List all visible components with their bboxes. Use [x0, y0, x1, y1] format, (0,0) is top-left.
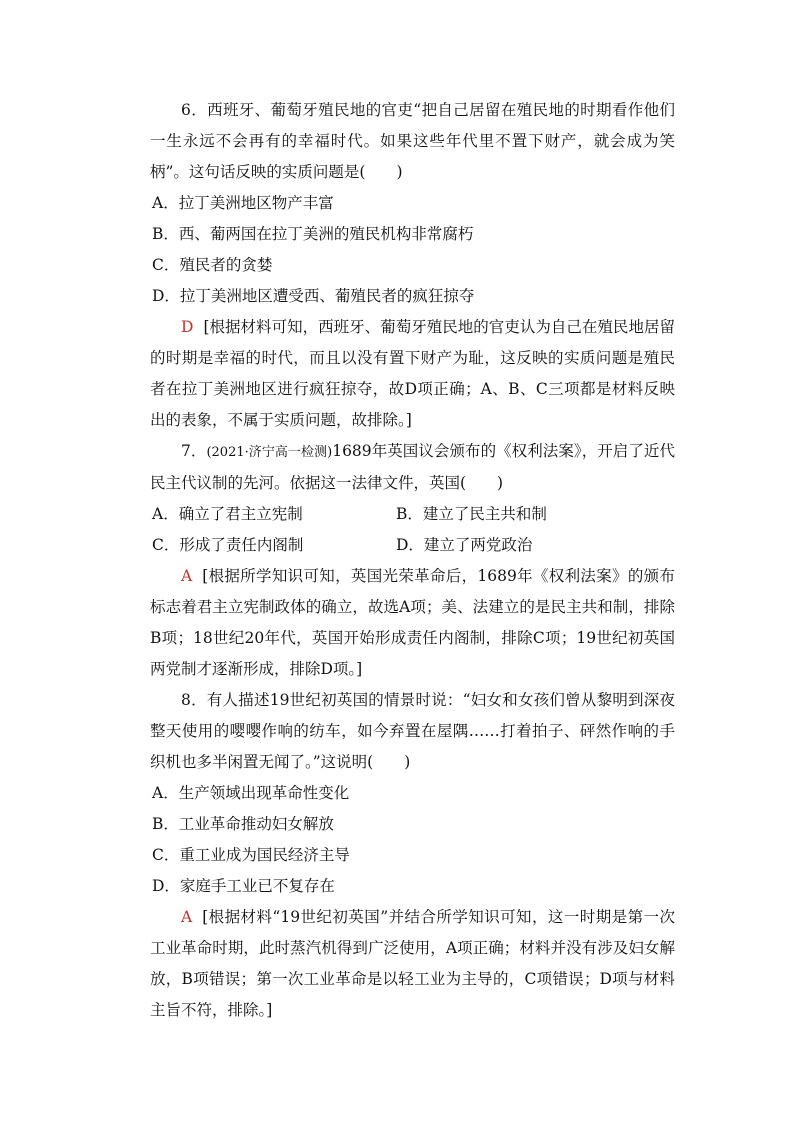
question-6-option-a: A．拉丁美洲地区物产丰富 — [152, 194, 334, 212]
question-8-answer — [150, 902, 675, 1026]
question-8-option-b: B．工业革命推动妇女解放 — [152, 815, 334, 833]
question-8-answer-letter: A — [181, 908, 193, 926]
question-6-stem: 6．西班牙、葡萄牙殖民地的官吏“把自己居留在殖民地的时期看作他们一生永远不会再有的幸福时代。如果这些年代里不置下财产，就会成为笑柄”。这句话反映的实质问题是( ) — [150, 101, 675, 181]
question-7-answer-letter: A — [181, 567, 193, 585]
question-7-stem — [150, 436, 675, 499]
question-8 — [150, 685, 675, 1026]
question-7-number: 7． — [181, 442, 207, 460]
question-8-explanation: [根据材料“19世纪初英国”并结合所学知识可知，这一时期是第一次工业革命时期，此时蒸汽机得到广泛使用，A项正确；材料并没有涉及妇女解放，B项错误；第一次工业革命是以轻工业为主导的，C项错误；D项与材料主旨不符，排除。] — [150, 908, 675, 1019]
question-7-explanation: [根据所学知识可知，英国光荣革命后，1689年《权利法案》的颁布标志着君主立宪制政体的确立，故选A项；美、法建立的是民主共和制，排除B项；18世纪20年代，英国开始形成责任内阁制，排除C项；19世纪初英国两党制才逐渐形成，排除D项。] — [150, 567, 675, 678]
question-6-explanation: [根据材料可知，西班牙、葡萄牙殖民地的官吏认为自己在殖民地居留的时期是幸福的时代，而且以没有置下财产为耻，这反映的实质问题是殖民者在拉丁美洲地区进行疯狂掠夺，故D项正确；A、B、C三项都是材料反映出的表象，不属于实质问题，故排除。] — [150, 318, 675, 429]
question-7-source: (2021·济宁高一检测) — [206, 445, 333, 460]
question-8-option-c: C．重工业成为国民经济主导 — [152, 846, 350, 864]
question-6-option-c: C．殖民者的贪婪 — [152, 256, 273, 274]
question-7-option-a: A．确立了君主立宪制 — [152, 505, 303, 523]
document-page — [150, 95, 675, 1026]
question-7-option-b: B．建立了民主共和制 — [396, 505, 547, 523]
question-7-answer — [150, 561, 675, 685]
question-6-answer-letter: D — [181, 318, 194, 336]
question-7-options-row-1 — [150, 499, 675, 530]
question-7-stem-text: 1689年英国议会颁布的《权利法案》，开启了近代民主代议制的先河。依据这一法律文件，英国( ) — [150, 442, 675, 492]
question-6 — [150, 95, 675, 436]
question-6-answer — [150, 312, 675, 436]
question-7-option-c: C．形成了责任内阁制 — [152, 536, 304, 554]
question-7-option-d: D．建立了两党政治 — [396, 536, 533, 554]
question-6-option-b: B．西、葡两国在拉丁美洲的殖民机构非常腐朽 — [152, 225, 474, 243]
question-8-stem: 8．有人描述19世纪初英国的情景时说：“妇女和女孩们曾从黎明到深夜整天使用的嘤嘤作响的纺车，如今弃置在屋隅……打着拍子、砰然作响的手织机也多半闲置无闻了。”这说明( ) — [150, 691, 675, 771]
question-6-option-d: D．拉丁美洲地区遭受西、葡殖民者的疯狂掠夺 — [152, 287, 475, 305]
question-8-option-a: A．生产领域出现革命性变化 — [152, 784, 350, 802]
question-7-options-row-2 — [150, 530, 675, 561]
question-7 — [150, 436, 675, 685]
question-8-option-d: D．家庭手工业已不复存在 — [152, 877, 335, 895]
